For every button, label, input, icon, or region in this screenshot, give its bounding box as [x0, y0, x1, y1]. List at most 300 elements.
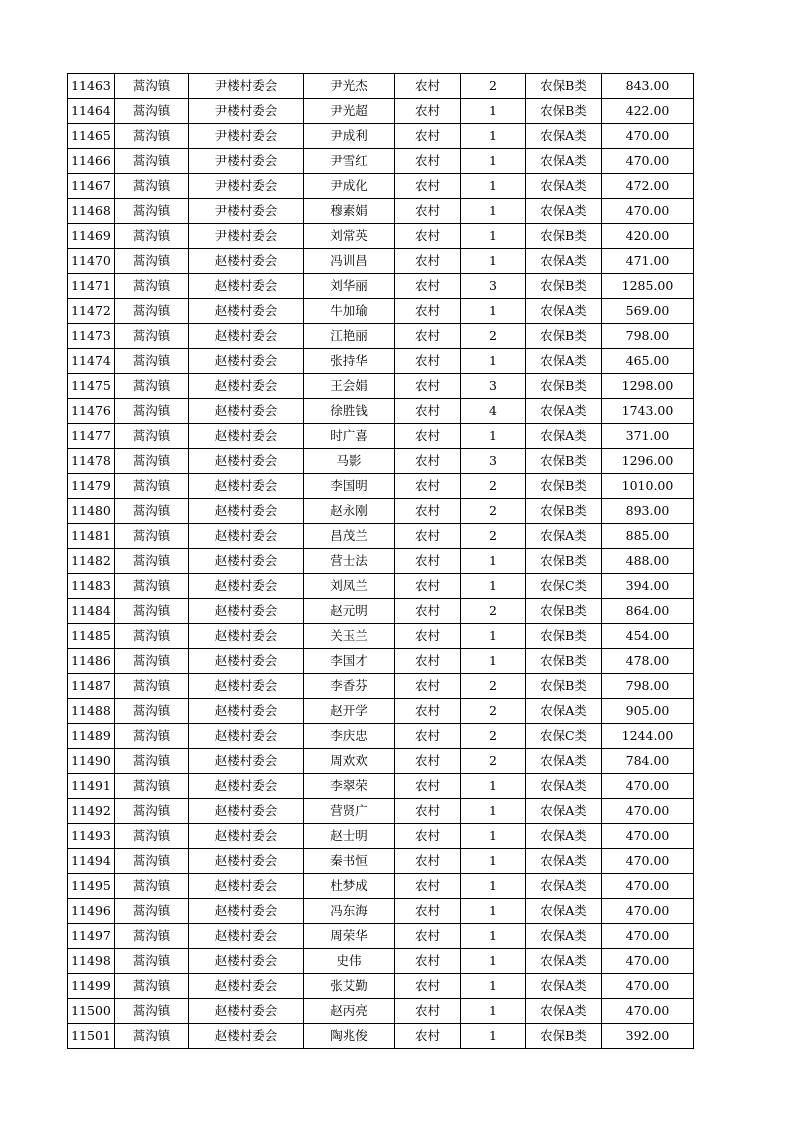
town-cell: 蒿沟镇: [115, 499, 189, 524]
row-id-cell: 11463: [68, 74, 115, 99]
area-type-cell: 农村: [395, 999, 461, 1024]
town-cell: 蒿沟镇: [115, 99, 189, 124]
name-cell: 赵元明: [304, 599, 395, 624]
name-cell: 冯训昌: [304, 249, 395, 274]
name-cell: 营士法: [304, 549, 395, 574]
household-count-cell: 3: [461, 449, 526, 474]
household-count-cell: 1: [461, 924, 526, 949]
area-type-cell: 农村: [395, 799, 461, 824]
household-count-cell: 1: [461, 149, 526, 174]
town-cell: 蒿沟镇: [115, 674, 189, 699]
row-id-cell: 11489: [68, 724, 115, 749]
area-type-cell: 农村: [395, 374, 461, 399]
village-cell: 赵楼村委会: [189, 899, 304, 924]
town-cell: 蒿沟镇: [115, 249, 189, 274]
amount-cell: 1285.00: [602, 274, 694, 299]
town-cell: 蒿沟镇: [115, 549, 189, 574]
data-table: [67, 73, 694, 1049]
row-id-cell: 11484: [68, 599, 115, 624]
table-row: [68, 149, 694, 174]
row-id-cell: 11497: [68, 924, 115, 949]
row-id-cell: 11500: [68, 999, 115, 1024]
amount-cell: 470.00: [602, 949, 694, 974]
table-row: [68, 599, 694, 624]
name-cell: 尹成化: [304, 174, 395, 199]
name-cell: 张持华: [304, 349, 395, 374]
name-cell: 陶兆俊: [304, 1024, 395, 1049]
household-count-cell: 1: [461, 574, 526, 599]
household-count-cell: 1: [461, 874, 526, 899]
insurance-category-cell: 农保B类: [526, 599, 602, 624]
amount-cell: 420.00: [602, 224, 694, 249]
insurance-category-cell: 农保A类: [526, 424, 602, 449]
amount-cell: 1296.00: [602, 449, 694, 474]
area-type-cell: 农村: [395, 1024, 461, 1049]
town-cell: 蒿沟镇: [115, 1024, 189, 1049]
town-cell: 蒿沟镇: [115, 799, 189, 824]
area-type-cell: 农村: [395, 899, 461, 924]
town-cell: 蒿沟镇: [115, 649, 189, 674]
table-row: [68, 174, 694, 199]
village-cell: 赵楼村委会: [189, 399, 304, 424]
amount-cell: 470.00: [602, 824, 694, 849]
insurance-category-cell: 农保A类: [526, 399, 602, 424]
insurance-category-cell: 农保B类: [526, 499, 602, 524]
area-type-cell: 农村: [395, 774, 461, 799]
insurance-category-cell: 农保B类: [526, 674, 602, 699]
village-cell: 赵楼村委会: [189, 849, 304, 874]
town-cell: 蒿沟镇: [115, 374, 189, 399]
town-cell: 蒿沟镇: [115, 949, 189, 974]
town-cell: 蒿沟镇: [115, 724, 189, 749]
insurance-category-cell: 农保B类: [526, 449, 602, 474]
area-type-cell: 农村: [395, 199, 461, 224]
household-count-cell: 1: [461, 424, 526, 449]
village-cell: 赵楼村委会: [189, 349, 304, 374]
household-count-cell: 2: [461, 524, 526, 549]
town-cell: 蒿沟镇: [115, 924, 189, 949]
household-count-cell: 1: [461, 849, 526, 874]
household-count-cell: 1: [461, 349, 526, 374]
household-count-cell: 1: [461, 199, 526, 224]
amount-cell: 470.00: [602, 974, 694, 999]
row-id-cell: 11496: [68, 899, 115, 924]
amount-cell: 392.00: [602, 1024, 694, 1049]
village-cell: 赵楼村委会: [189, 699, 304, 724]
name-cell: 冯东海: [304, 899, 395, 924]
village-cell: 赵楼村委会: [189, 924, 304, 949]
row-id-cell: 11466: [68, 149, 115, 174]
insurance-category-cell: 农保B类: [526, 374, 602, 399]
area-type-cell: 农村: [395, 424, 461, 449]
row-id-cell: 11494: [68, 849, 115, 874]
insurance-category-cell: 农保C类: [526, 574, 602, 599]
name-cell: 尹成利: [304, 124, 395, 149]
row-id-cell: 11476: [68, 399, 115, 424]
name-cell: 牛加瑜: [304, 299, 395, 324]
row-id-cell: 11486: [68, 649, 115, 674]
area-type-cell: 农村: [395, 724, 461, 749]
household-count-cell: 2: [461, 749, 526, 774]
village-cell: 尹楼村委会: [189, 99, 304, 124]
town-cell: 蒿沟镇: [115, 199, 189, 224]
village-cell: 赵楼村委会: [189, 874, 304, 899]
household-count-cell: 2: [461, 74, 526, 99]
town-cell: 蒿沟镇: [115, 324, 189, 349]
town-cell: 蒿沟镇: [115, 624, 189, 649]
insurance-category-cell: 农保A类: [526, 999, 602, 1024]
town-cell: 蒿沟镇: [115, 574, 189, 599]
insurance-category-cell: 农保B类: [526, 274, 602, 299]
household-count-cell: 2: [461, 499, 526, 524]
name-cell: 李翠荣: [304, 774, 395, 799]
household-count-cell: 1: [461, 824, 526, 849]
name-cell: 江艳丽: [304, 324, 395, 349]
household-count-cell: 1: [461, 99, 526, 124]
village-cell: 尹楼村委会: [189, 199, 304, 224]
table-row: [68, 374, 694, 399]
area-type-cell: 农村: [395, 674, 461, 699]
town-cell: 蒿沟镇: [115, 399, 189, 424]
area-type-cell: 农村: [395, 474, 461, 499]
table-row: [68, 399, 694, 424]
area-type-cell: 农村: [395, 224, 461, 249]
insurance-category-cell: 农保A类: [526, 749, 602, 774]
insurance-category-cell: 农保B类: [526, 649, 602, 674]
town-cell: 蒿沟镇: [115, 699, 189, 724]
amount-cell: 470.00: [602, 774, 694, 799]
amount-cell: 784.00: [602, 749, 694, 774]
row-id-cell: 11465: [68, 124, 115, 149]
household-count-cell: 2: [461, 699, 526, 724]
household-count-cell: 1: [461, 774, 526, 799]
table-row: [68, 774, 694, 799]
household-count-cell: 1: [461, 999, 526, 1024]
household-count-cell: 2: [461, 324, 526, 349]
name-cell: 赵士明: [304, 824, 395, 849]
insurance-category-cell: 农保A类: [526, 774, 602, 799]
amount-cell: 394.00: [602, 574, 694, 599]
name-cell: 昌茂兰: [304, 524, 395, 549]
town-cell: 蒿沟镇: [115, 424, 189, 449]
amount-cell: 470.00: [602, 849, 694, 874]
amount-cell: 470.00: [602, 799, 694, 824]
amount-cell: 569.00: [602, 299, 694, 324]
town-cell: 蒿沟镇: [115, 999, 189, 1024]
name-cell: 尹光超: [304, 99, 395, 124]
table-row: [68, 274, 694, 299]
row-id-cell: 11469: [68, 224, 115, 249]
amount-cell: 864.00: [602, 599, 694, 624]
amount-cell: 470.00: [602, 124, 694, 149]
village-cell: 赵楼村委会: [189, 324, 304, 349]
village-cell: 赵楼村委会: [189, 449, 304, 474]
village-cell: 赵楼村委会: [189, 574, 304, 599]
household-count-cell: 1: [461, 799, 526, 824]
area-type-cell: 农村: [395, 324, 461, 349]
town-cell: 蒿沟镇: [115, 174, 189, 199]
name-cell: 穆素娟: [304, 199, 395, 224]
amount-cell: 885.00: [602, 524, 694, 549]
row-id-cell: 11473: [68, 324, 115, 349]
insurance-category-cell: 农保B类: [526, 474, 602, 499]
table-row: [68, 649, 694, 674]
table-row: [68, 674, 694, 699]
amount-cell: 422.00: [602, 99, 694, 124]
amount-cell: 1298.00: [602, 374, 694, 399]
amount-cell: 798.00: [602, 324, 694, 349]
name-cell: 李国明: [304, 474, 395, 499]
household-count-cell: 1: [461, 224, 526, 249]
area-type-cell: 农村: [395, 524, 461, 549]
village-cell: 赵楼村委会: [189, 274, 304, 299]
insurance-category-cell: 农保B类: [526, 624, 602, 649]
town-cell: 蒿沟镇: [115, 149, 189, 174]
name-cell: 刘凤兰: [304, 574, 395, 599]
table-row: [68, 199, 694, 224]
town-cell: 蒿沟镇: [115, 224, 189, 249]
insurance-category-cell: 农保B类: [526, 74, 602, 99]
village-cell: 赵楼村委会: [189, 249, 304, 274]
table-row: [68, 524, 694, 549]
row-id-cell: 11467: [68, 174, 115, 199]
table-row: [68, 424, 694, 449]
name-cell: 徐胜钱: [304, 399, 395, 424]
area-type-cell: 农村: [395, 449, 461, 474]
name-cell: 尹光杰: [304, 74, 395, 99]
area-type-cell: 农村: [395, 824, 461, 849]
row-id-cell: 11479: [68, 474, 115, 499]
insurance-category-cell: 农保B类: [526, 1024, 602, 1049]
household-count-cell: 1: [461, 1024, 526, 1049]
row-id-cell: 11464: [68, 99, 115, 124]
table-row: [68, 549, 694, 574]
village-cell: 赵楼村委会: [189, 674, 304, 699]
table-row: [68, 324, 694, 349]
row-id-cell: 11475: [68, 374, 115, 399]
village-cell: 赵楼村委会: [189, 549, 304, 574]
table-row: [68, 849, 694, 874]
name-cell: 刘华丽: [304, 274, 395, 299]
name-cell: 关玉兰: [304, 624, 395, 649]
table-row: [68, 449, 694, 474]
row-id-cell: 11498: [68, 949, 115, 974]
village-cell: 赵楼村委会: [189, 1024, 304, 1049]
row-id-cell: 11485: [68, 624, 115, 649]
insurance-category-cell: 农保A类: [526, 799, 602, 824]
name-cell: 周荣华: [304, 924, 395, 949]
amount-cell: 1743.00: [602, 399, 694, 424]
insurance-category-cell: 农保A类: [526, 899, 602, 924]
row-id-cell: 11487: [68, 674, 115, 699]
area-type-cell: 农村: [395, 249, 461, 274]
name-cell: 尹雪红: [304, 149, 395, 174]
row-id-cell: 11478: [68, 449, 115, 474]
row-id-cell: 11477: [68, 424, 115, 449]
amount-cell: 905.00: [602, 699, 694, 724]
amount-cell: 472.00: [602, 174, 694, 199]
table-row: [68, 1024, 694, 1049]
table-row: [68, 574, 694, 599]
village-cell: 赵楼村委会: [189, 374, 304, 399]
amount-cell: 470.00: [602, 924, 694, 949]
amount-cell: 470.00: [602, 999, 694, 1024]
row-id-cell: 11501: [68, 1024, 115, 1049]
village-cell: 赵楼村委会: [189, 599, 304, 624]
row-id-cell: 11490: [68, 749, 115, 774]
name-cell: 营贤广: [304, 799, 395, 824]
village-cell: 赵楼村委会: [189, 724, 304, 749]
area-type-cell: 农村: [395, 149, 461, 174]
insurance-category-cell: 农保A类: [526, 249, 602, 274]
village-cell: 尹楼村委会: [189, 174, 304, 199]
village-cell: 尹楼村委会: [189, 124, 304, 149]
amount-cell: 471.00: [602, 249, 694, 274]
area-type-cell: 农村: [395, 624, 461, 649]
village-cell: 赵楼村委会: [189, 824, 304, 849]
row-id-cell: 11471: [68, 274, 115, 299]
area-type-cell: 农村: [395, 599, 461, 624]
amount-cell: 478.00: [602, 649, 694, 674]
table-row: [68, 999, 694, 1024]
table-row: [68, 799, 694, 824]
village-cell: 赵楼村委会: [189, 424, 304, 449]
village-cell: 赵楼村委会: [189, 749, 304, 774]
name-cell: 周欢欢: [304, 749, 395, 774]
village-cell: 赵楼村委会: [189, 524, 304, 549]
household-count-cell: 2: [461, 474, 526, 499]
town-cell: 蒿沟镇: [115, 299, 189, 324]
table-row: [68, 699, 694, 724]
table-row: [68, 924, 694, 949]
insurance-category-cell: 农保A类: [526, 924, 602, 949]
table-row: [68, 874, 694, 899]
table-row: [68, 249, 694, 274]
table-row: [68, 974, 694, 999]
row-id-cell: 11472: [68, 299, 115, 324]
insurance-category-cell: 农保A类: [526, 124, 602, 149]
name-cell: 赵开学: [304, 699, 395, 724]
town-cell: 蒿沟镇: [115, 974, 189, 999]
household-count-cell: 1: [461, 124, 526, 149]
town-cell: 蒿沟镇: [115, 124, 189, 149]
household-count-cell: 1: [461, 299, 526, 324]
household-count-cell: 3: [461, 374, 526, 399]
name-cell: 赵永刚: [304, 499, 395, 524]
town-cell: 蒿沟镇: [115, 274, 189, 299]
area-type-cell: 农村: [395, 949, 461, 974]
insurance-category-cell: 农保A类: [526, 824, 602, 849]
table-row: [68, 949, 694, 974]
town-cell: 蒿沟镇: [115, 774, 189, 799]
insurance-category-cell: 农保A类: [526, 299, 602, 324]
amount-cell: 470.00: [602, 199, 694, 224]
insurance-category-cell: 农保A类: [526, 174, 602, 199]
town-cell: 蒿沟镇: [115, 849, 189, 874]
area-type-cell: 农村: [395, 649, 461, 674]
village-cell: 赵楼村委会: [189, 999, 304, 1024]
amount-cell: 470.00: [602, 874, 694, 899]
insurance-category-cell: 农保A类: [526, 949, 602, 974]
insurance-category-cell: 农保B类: [526, 549, 602, 574]
household-count-cell: 2: [461, 674, 526, 699]
insurance-category-cell: 农保A类: [526, 149, 602, 174]
table-row: [68, 749, 694, 774]
area-type-cell: 农村: [395, 549, 461, 574]
row-id-cell: 11483: [68, 574, 115, 599]
row-id-cell: 11488: [68, 699, 115, 724]
area-type-cell: 农村: [395, 99, 461, 124]
name-cell: 李香芬: [304, 674, 395, 699]
town-cell: 蒿沟镇: [115, 599, 189, 624]
amount-cell: 470.00: [602, 899, 694, 924]
insurance-category-cell: 农保B类: [526, 99, 602, 124]
household-count-cell: 1: [461, 949, 526, 974]
name-cell: 秦书恒: [304, 849, 395, 874]
name-cell: 时广喜: [304, 424, 395, 449]
amount-cell: 843.00: [602, 74, 694, 99]
village-cell: 尹楼村委会: [189, 149, 304, 174]
name-cell: 张艾勤: [304, 974, 395, 999]
table-row: [68, 349, 694, 374]
town-cell: 蒿沟镇: [115, 474, 189, 499]
insurance-category-cell: 农保A类: [526, 849, 602, 874]
amount-cell: 1010.00: [602, 474, 694, 499]
town-cell: 蒿沟镇: [115, 749, 189, 774]
name-cell: 刘常英: [304, 224, 395, 249]
household-count-cell: 1: [461, 624, 526, 649]
household-count-cell: 1: [461, 649, 526, 674]
name-cell: 杜梦成: [304, 874, 395, 899]
row-id-cell: 11470: [68, 249, 115, 274]
area-type-cell: 农村: [395, 499, 461, 524]
area-type-cell: 农村: [395, 399, 461, 424]
village-cell: 赵楼村委会: [189, 649, 304, 674]
row-id-cell: 11492: [68, 799, 115, 824]
household-count-cell: 4: [461, 399, 526, 424]
amount-cell: 488.00: [602, 549, 694, 574]
area-type-cell: 农村: [395, 299, 461, 324]
insurance-category-cell: 农保A类: [526, 974, 602, 999]
town-cell: 蒿沟镇: [115, 874, 189, 899]
table-row: [68, 724, 694, 749]
area-type-cell: 农村: [395, 874, 461, 899]
area-type-cell: 农村: [395, 349, 461, 374]
insurance-category-cell: 农保A类: [526, 699, 602, 724]
amount-cell: 798.00: [602, 674, 694, 699]
household-count-cell: 2: [461, 724, 526, 749]
village-cell: 尹楼村委会: [189, 74, 304, 99]
row-id-cell: 11499: [68, 974, 115, 999]
area-type-cell: 农村: [395, 274, 461, 299]
table-row: [68, 224, 694, 249]
table-row: [68, 474, 694, 499]
name-cell: 赵丙亮: [304, 999, 395, 1024]
town-cell: 蒿沟镇: [115, 349, 189, 374]
area-type-cell: 农村: [395, 924, 461, 949]
row-id-cell: 11491: [68, 774, 115, 799]
amount-cell: 893.00: [602, 499, 694, 524]
insurance-category-cell: 农保A类: [526, 199, 602, 224]
household-count-cell: 1: [461, 249, 526, 274]
row-id-cell: 11480: [68, 499, 115, 524]
row-id-cell: 11493: [68, 824, 115, 849]
area-type-cell: 农村: [395, 74, 461, 99]
village-cell: 赵楼村委会: [189, 474, 304, 499]
household-count-cell: 1: [461, 549, 526, 574]
village-cell: 赵楼村委会: [189, 974, 304, 999]
area-type-cell: 农村: [395, 124, 461, 149]
